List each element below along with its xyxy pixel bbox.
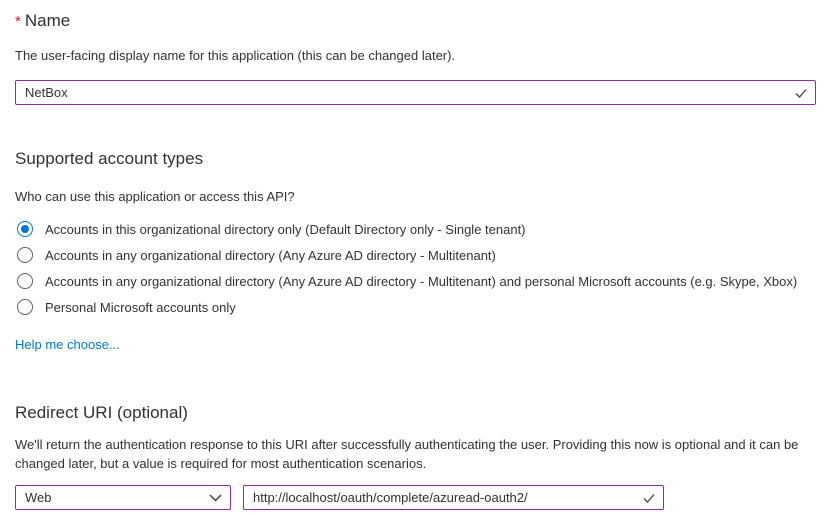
name-description: The user-facing display name for this application (this can be changed later). — [15, 48, 456, 63]
name-title-text: Name — [24, 11, 71, 30]
account-type-radio[interactable] — [15, 294, 815, 320]
help-me-choose-link[interactable]: Help me choose... — [15, 337, 120, 352]
account-type-options — [15, 216, 815, 320]
account-type-label: Accounts in any organizational directory (Any Azure AD directory - Multitenant) — [45, 247, 496, 263]
radio-button-icon[interactable] — [17, 247, 33, 263]
chevron-down-icon — [209, 493, 222, 502]
radio-button-icon[interactable] — [17, 221, 33, 237]
radio-button-icon[interactable] — [17, 273, 33, 289]
name-input-wrap — [15, 80, 816, 105]
name-section-title — [15, 10, 815, 33]
account-types-title: Supported account types — [15, 149, 204, 168]
account-type-label: Accounts in this organizational directory only (Default Directory only - Single tenant) — [45, 221, 526, 237]
uri-input-wrap — [243, 485, 664, 510]
redirect-uri-input[interactable] — [243, 485, 664, 510]
account-type-radio[interactable] — [15, 268, 815, 294]
required-marker: * — [15, 13, 21, 30]
account-type-label: Personal Microsoft accounts only — [45, 299, 236, 315]
redirect-uri-row — [15, 485, 815, 510]
radio-button-icon[interactable] — [17, 299, 33, 315]
account-type-radio[interactable] — [15, 216, 815, 242]
platform-selected-value: Web — [25, 490, 52, 505]
name-input[interactable] — [15, 80, 816, 105]
platform-select-dropdown[interactable] — [15, 485, 231, 510]
redirect-uri-title: Redirect URI (optional) — [15, 403, 188, 422]
account-types-question: Who can use this application or access this API? — [15, 189, 295, 204]
redirect-uri-description: We'll return the authentication response to this URI after successfully authenticating the user. Providing this now is optional and it can be changed later, but a value is required for most authentication scenarios. — [15, 437, 799, 471]
account-type-radio[interactable] — [15, 242, 815, 268]
account-type-label: Accounts in any organizational directory (Any Azure AD directory - Multitenant) and personal Microsoft accounts (e.g. Skype, Xbox) — [45, 273, 798, 289]
